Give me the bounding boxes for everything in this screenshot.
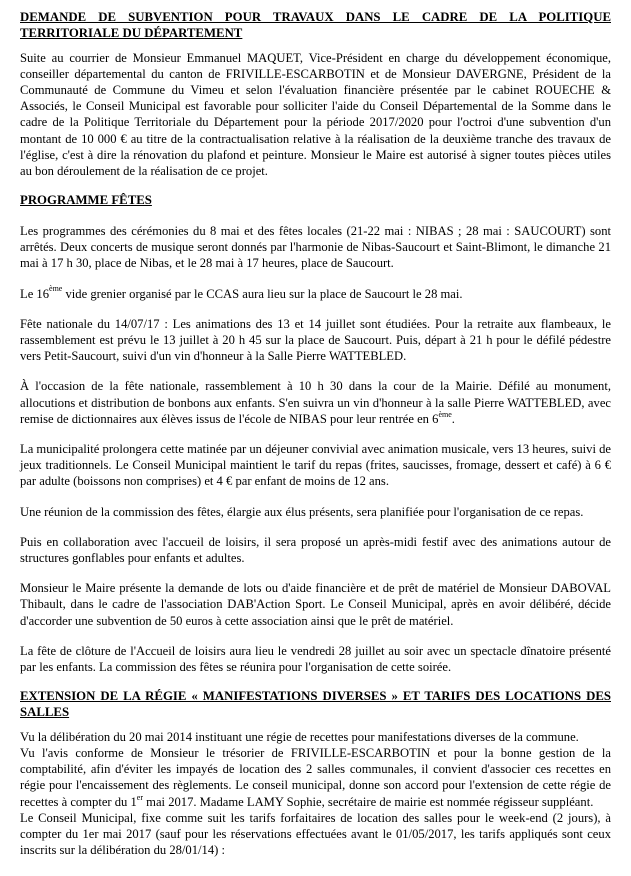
text-part: mai 2017. Madame LAMY Sophie, secrétaire de mairie est nommée régisseur suppléant. xyxy=(143,794,594,809)
paragraph-apres-midi-festif: Puis en collaboration avec l'accueil de loisirs, il sera proposé un après-midi festif avec des animations autour de structures gonflables pour enfants et adultes. xyxy=(20,534,611,566)
paragraph-fetes-programmes: Les programmes des cérémonies du 8 mai et des fêtes locales (21-22 mai : NIBAS ; 28 mai : SAUCOURT) sont arrêtés. Deux concerts de musique seront donnés par l'harmonie de Nibas-Saucourt et Saint-Blimont, le dimanche 21 mai à 17 h 30, place de Nibas, et le 28 mai à 17 heures, place de Saucourt. xyxy=(20,224,611,271)
text-part: À l'occasion de la fête nationale, rassemblement à 10 h 30 dans la cour de la Mairie. Défilé au monument, allocutions et distribution de bonbons aux enfants. S'en suivra un vin d'honneur à la salle Pierre WATTEBLED, avec remise de dictionnaires aux élèves issus de l'école de NIBAS pour leur rentrée en 6 xyxy=(20,379,611,426)
paragraph-avis-tresorier xyxy=(20,745,611,810)
paragraph-fete-nationale: Fête nationale du 14/07/17 : Les animations des 13 et 14 juillet sont étudiées. Pour la retraite aux flambeaux, le rassemblement est prévu le 13 juillet à 20 h 45 sur la place de Saucourt. Puis, départ à 21 h pour le défilé pédestre vers Petit-Saucourt, suivi d'un vin d'honneur à la Salle Pierre WATTEBLED. xyxy=(20,316,611,364)
paragraph-dejeuner: La municipalité prolongera cette matinée par un déjeuner convivial avec animation musicale, vers 13 heures, suivi de jeux traditionnels. Le Conseil Municipal maintient le tarif du repas (frites, saucisses, fromage, dessert et café) à 6 € par adulte (boissons non comprises) et 4 € par enfant de moins de 12 ans. xyxy=(20,442,611,489)
text-part: . xyxy=(451,411,455,426)
text-part: Vu l'avis conforme de Monsieur le trésorier de FRIVILLE-ESCARBOTIN et pour la bonne gestion de la comptabilité, afin d'éviter les impayés de location des 2 salles communales, il convient d'associer ces recettes en régie pour l'encaissement des règlements. Le conseil municipal, donne son accord pour l'extension de cette régie de recettes à compter du 1 xyxy=(20,746,611,809)
text-part: vide grenier organisé par le CCAS aura lieu sur la place de Saucourt le 28 mai. xyxy=(62,286,463,301)
paragraph-dab-action-sport: Monsieur le Maire présente la demande de lots ou d'aide financière et de prêt de matériel de Monsieur DABOVAL Thibault, dans le cadre de l'association DAB'Action Sport. Le Conseil Municipal, après en avoir délibéré, décide d'accorder une subvention de 50 euros à cette association ainsi que le prêt de matériel. xyxy=(20,581,611,628)
section-heading-regie: EXTENSION DE LA RÉGIE « MANIFESTATIONS DIVERSES » ET TARIFS DES LOCATIONS DES SALLES xyxy=(20,689,611,720)
document-page xyxy=(20,10,611,859)
superscript: ème xyxy=(438,409,452,419)
section-heading-subvention: DEMANDE DE SUBVENTION POUR TRAVAUX DANS LE CADRE DE LA POLITIQUE TERRITORIALE DU DÉPARTEMENT xyxy=(20,10,611,40)
paragraph-deliberation: Vu la délibération du 20 mai 2014 instituant une régie de recettes pour manifestations diverses de la commune. xyxy=(20,729,579,744)
paragraph-vide-grenier xyxy=(20,286,611,302)
superscript: er xyxy=(136,792,144,802)
superscript: ème xyxy=(49,284,63,294)
paragraph-rassemblement xyxy=(20,378,611,427)
section-heading-fetes: PROGRAMME FÊTES xyxy=(20,193,152,208)
text-part: Le 16 xyxy=(20,286,50,301)
paragraph-tarifs-location: Le Conseil Municipal, fixe comme suit les tarifs forfaitaires de location des salles pour le week-end (2 jours), à compter du 1er mai 2017 (sauf pour les réservations effectuées avant le 01/05/2017, les tarifs appliqués sont ceux inscrits sur la délibération du 28/01/14) : xyxy=(20,810,611,858)
paragraph-fete-cloture: La fête de clôture de l'Accueil de loisirs aura lieu le vendredi 28 juillet au soir avec un spectacle dînatoire présenté par les enfants. La commission des fêtes se réunira pour l'organisation de cette soirée. xyxy=(20,643,611,675)
paragraph-subvention: Suite au courrier de Monsieur Emmanuel MAQUET, Vice-Président en charge du développement économique, conseiller départemental du canton de FRIVILLE-ESCARBOTIN et de Monsieur DAVERGNE, Président de la Communauté de Commune du Vimeu et selon l'évaluation financière présentée par le cabinet ROUECHE & Associés, le Conseil Municipal est favorable pour solliciter l'aide du Conseil Départemental de la Somme dans le cadre de la Politique Territoriale du Département pour la période 2017/2020 pour l'octroi d'une subvention d'un montant de 10 000 € au titre de la contractualisation relative à la réalisation de la deuxième tranche des travaux de l'église, c'est à dire la rénovation du plafond et peinture. Monsieur le Maire est autorisé à signer toutes pièces utiles au bon déroulement de la réalisation de ce projet. xyxy=(20,50,611,179)
paragraph-reunion-commission: Une réunion de la commission des fêtes, élargie aux élus présents, sera planifiée pour l'organisation de ce repas. xyxy=(20,504,584,519)
